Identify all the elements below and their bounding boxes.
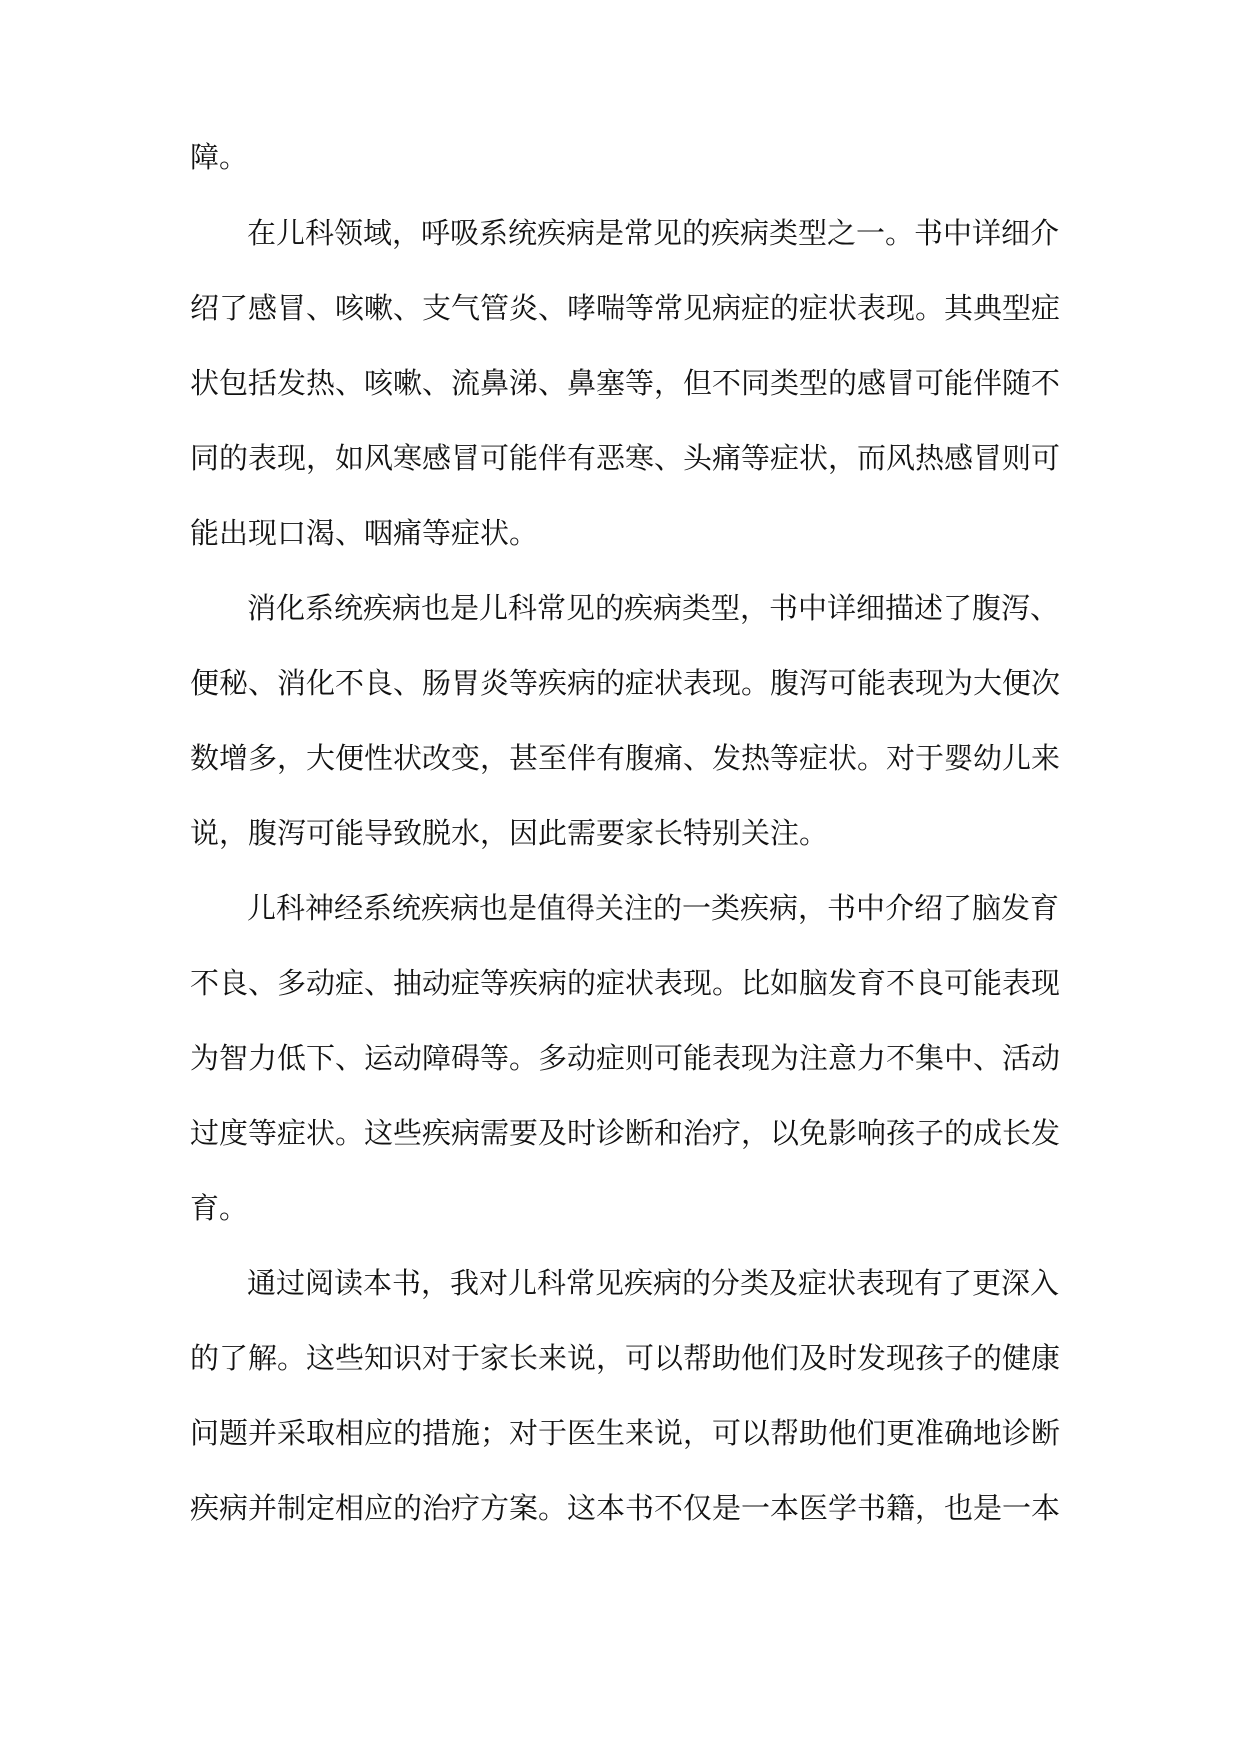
text-line: 便秘、消化不良、肠胃炎等疾病的症状表现。腹泻可能表现为大便次 bbox=[190, 666, 1061, 700]
text-line: 过度等症状。这些疾病需要及时诊断和治疗，以免影响孩子的成长发 bbox=[190, 1116, 1061, 1150]
paragraph-first-line: 儿科神经系统疾病也是值得关注的一类疾病，书中介绍了脑发育 bbox=[247, 891, 1060, 925]
paragraph-first-line: 通过阅读本书，我对儿科常见疾病的分类及症状表现有了更深入 bbox=[247, 1266, 1060, 1300]
text-line: 状包括发热、咳嗽、流鼻涕、鼻塞等，但不同类型的感冒可能伴随不 bbox=[190, 366, 1061, 400]
text-line: 不良、多动症、抽动症等疾病的症状表现。比如脑发育不良可能表现 bbox=[190, 966, 1061, 1000]
text-line: 能出现口渴、咽痛等症状。 bbox=[190, 516, 539, 550]
text-line: 绍了感冒、咳嗽、支气管炎、哮喘等常见病症的症状表现。其典型症 bbox=[190, 291, 1061, 325]
text-line: 的了解。这些知识对于家长来说，可以帮助他们及时发现孩子的健康 bbox=[190, 1341, 1061, 1375]
paragraph-first-line: 在儿科领域，呼吸系统疾病是常见的疾病类型之一。书中详细介 bbox=[247, 216, 1060, 250]
paragraph-first-line: 消化系统疾病也是儿科常见的疾病类型，书中详细描述了腹泻、 bbox=[247, 591, 1060, 625]
text-line: 育。 bbox=[190, 1191, 249, 1225]
text-line: 数增多，大便性状改变，甚至伴有腹痛、发热等症状。对于婴幼儿来 bbox=[190, 741, 1061, 775]
text-line: 问题并采取相应的措施；对于医生来说，可以帮助他们更准确地诊断 bbox=[190, 1416, 1061, 1450]
text-line: 疾病并制定相应的治疗方案。这本书不仅是一本医学书籍，也是一本 bbox=[190, 1491, 1061, 1525]
text-line: 为智力低下、运动障碍等。多动症则可能表现为注意力不集中、活动 bbox=[190, 1041, 1061, 1075]
text-line: 障。 bbox=[190, 140, 249, 174]
text-line: 同的表现，如风寒感冒可能伴有恶寒、头痛等症状，而风热感冒则可 bbox=[190, 441, 1061, 475]
text-line: 说，腹泻可能导致脱水，因此需要家长特别关注。 bbox=[190, 816, 829, 850]
